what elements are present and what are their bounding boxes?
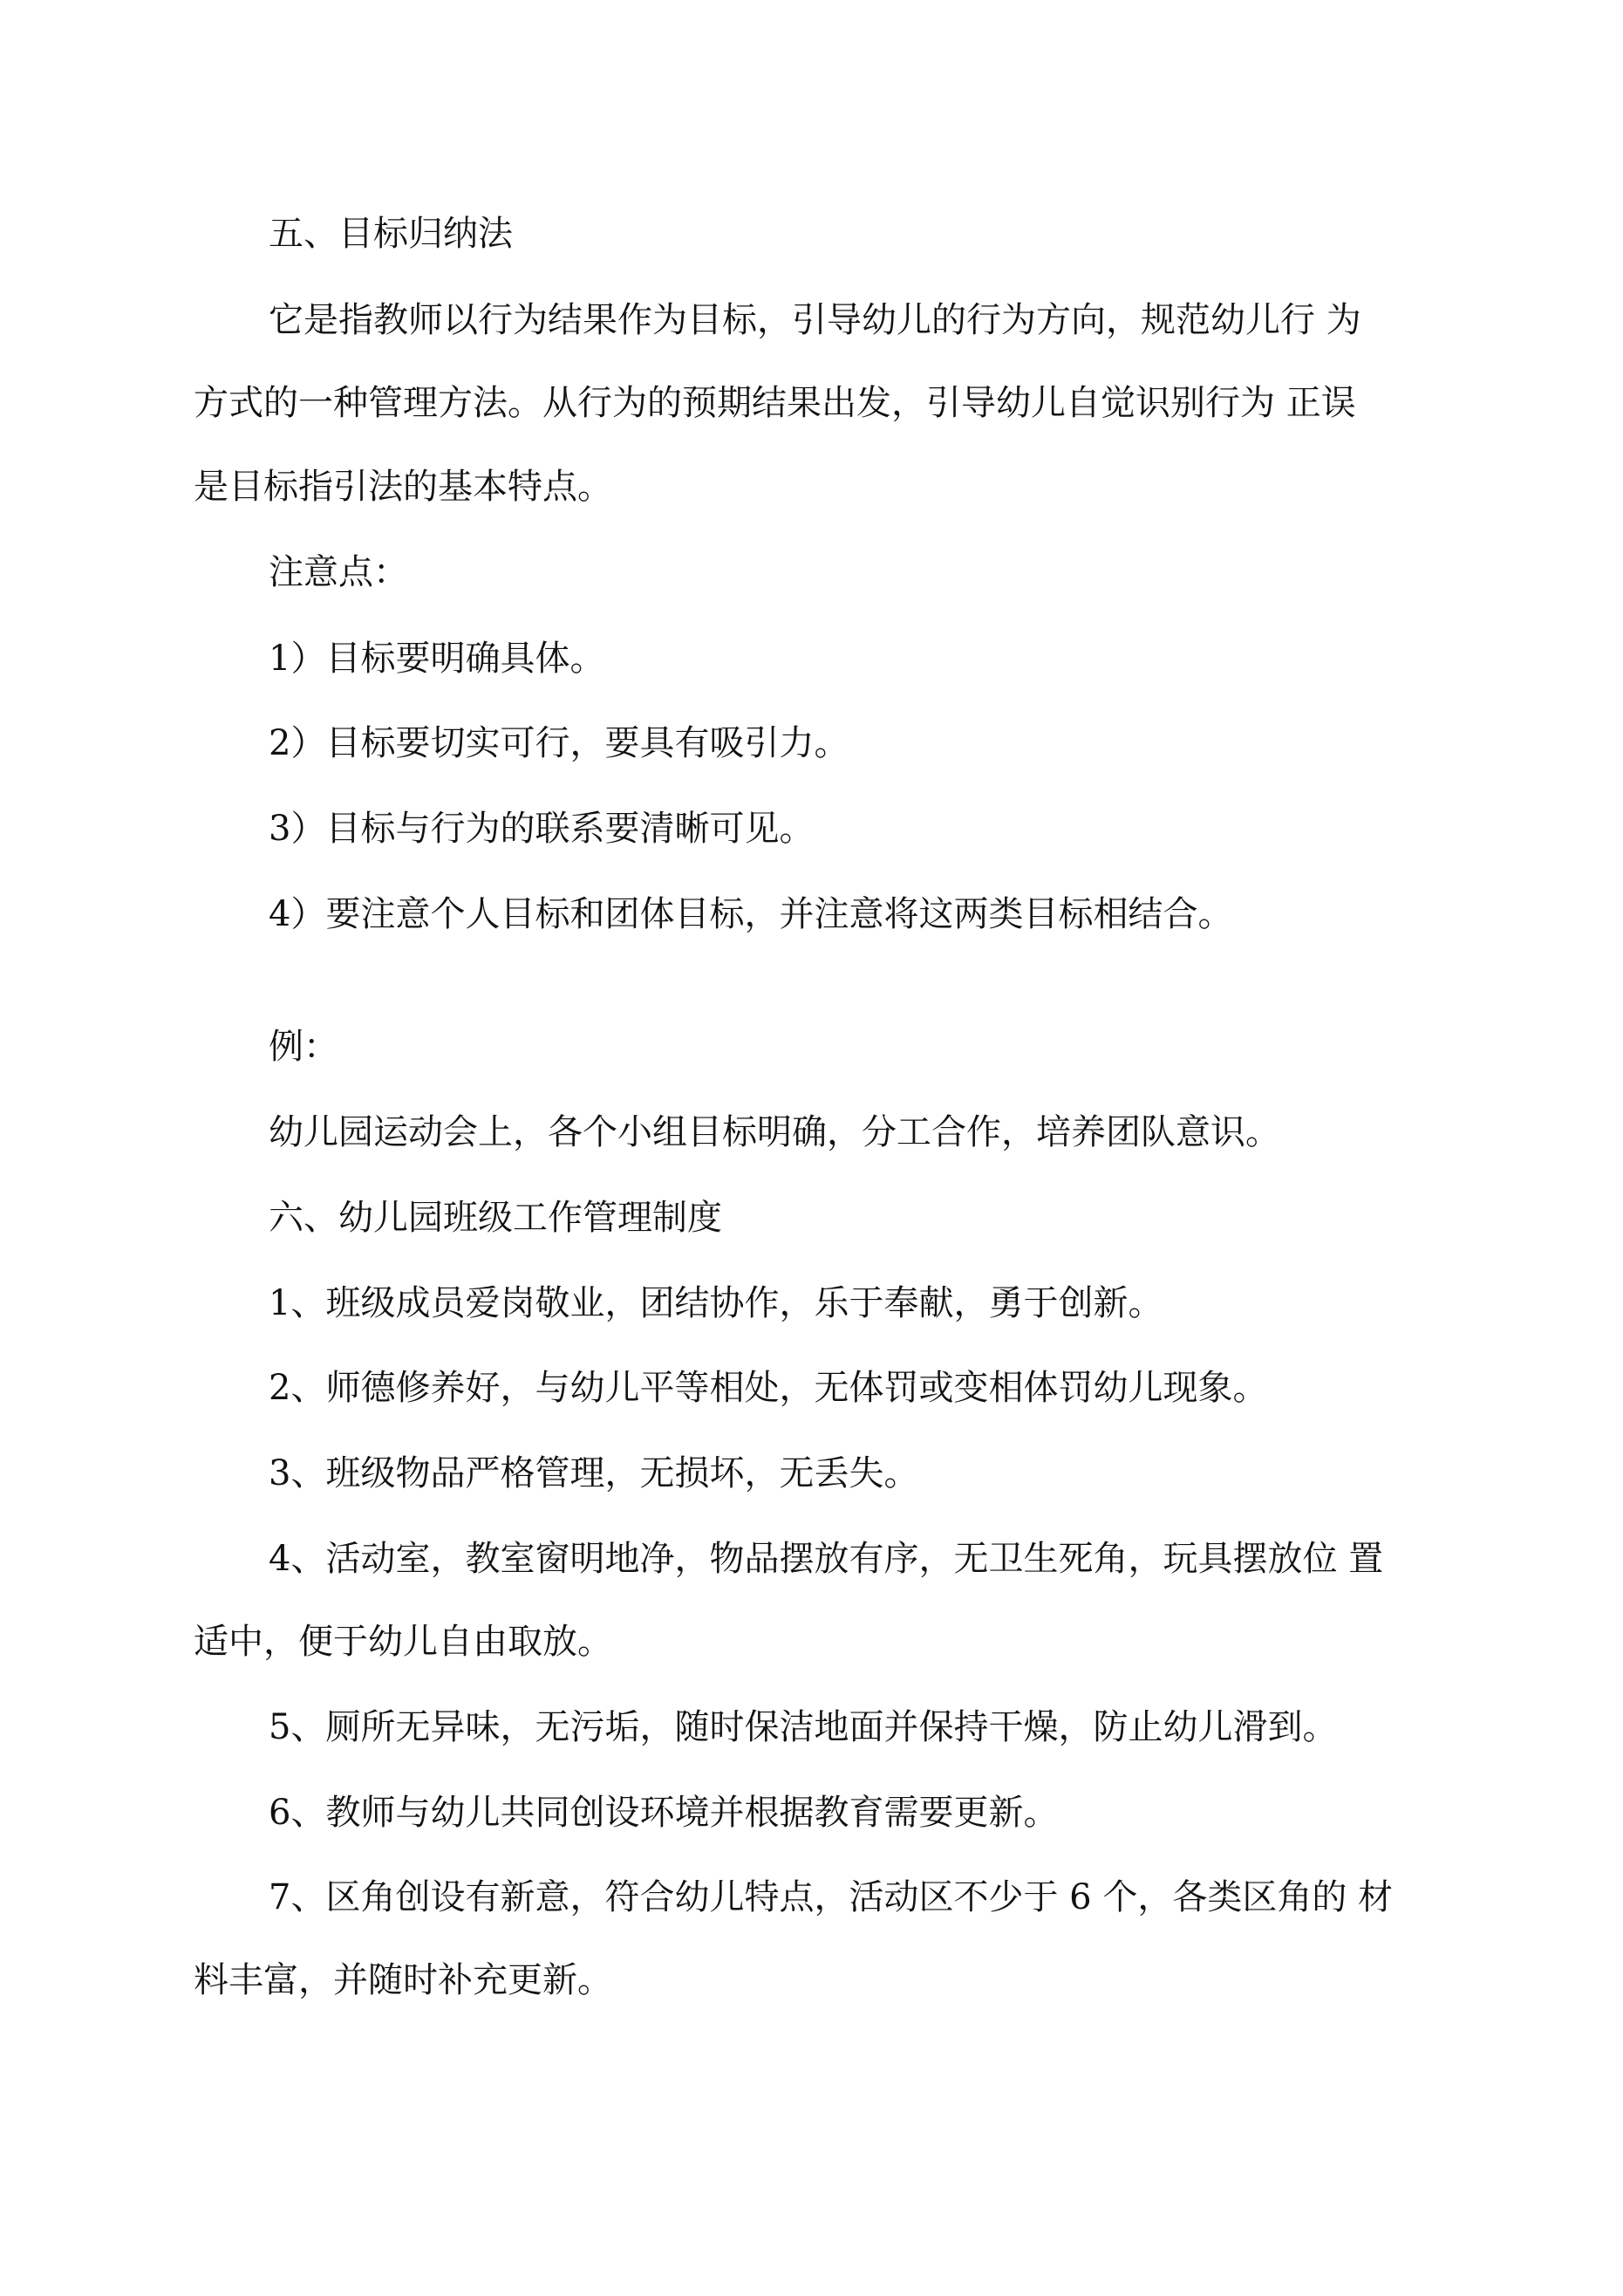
section-five-heading: 五、目标归纳法: [269, 214, 513, 254]
note-item-2: 2）目标要切实可行，要具有吸引力。: [269, 723, 849, 763]
section-five-paragraph-line-2: 方式的一种管理方法。从行为的预期结果出发，引导幼儿自觉识别行为 正误: [194, 383, 1356, 423]
note-item-3: 3）目标与行为的联系要清晰可见。: [269, 809, 815, 849]
section-five-paragraph-line-3: 是目标指引法的基本特点。: [194, 467, 612, 507]
rule-item-5: 5、厕所无异味，无污垢，随时保洁地面并保持干燥，防止幼儿滑到。: [269, 1707, 1338, 1747]
rule-item-6: 6、教师与幼儿共同创设环境并根据教育需要更新。: [269, 1793, 1059, 1833]
section-six-heading: 六、幼儿园班级工作管理制度: [269, 1198, 722, 1238]
rule-item-7-line-2: 料丰富，并随时补充更新。: [194, 1960, 612, 2000]
rule-item-3: 3、班级物品严格管理，无损坏，无丢失。: [269, 1453, 919, 1493]
rule-item-2: 2、师德修养好，与幼儿平等相处，无体罚或变相体罚幼儿现象。: [269, 1368, 1268, 1408]
example-label: 例：: [269, 1027, 338, 1067]
example-text: 幼儿园运动会上，各个小组目标明确，分工合作，培养团队意识。: [269, 1112, 1280, 1152]
rule-item-7-line-1: 7、区角创设有新意，符合幼儿特点，活动区不少于 6 个，各类区角的 材: [269, 1877, 1394, 1917]
rule-item-1: 1、班级成员爱岗敬业，团结协作，乐于奉献，勇于创新。: [269, 1283, 1163, 1323]
note-item-1: 1）目标要明确具体。: [269, 639, 605, 679]
notes-label: 注意点：: [269, 552, 408, 592]
rule-item-4-line-2: 适中，便于幼儿自由取放。: [194, 1622, 612, 1662]
note-item-4: 4）要注意个人目标和团体目标，并注意将这两类目标相结合。: [269, 894, 1233, 934]
rule-item-4-line-1: 4、活动室，教室窗明地净，物品摆放有序，无卫生死角，玩具摆放位 置: [269, 1539, 1384, 1579]
section-five-paragraph-line-1: 它是指教师以行为结果作为目标，引导幼儿的行为方向，规范幼儿行 为: [269, 300, 1361, 340]
